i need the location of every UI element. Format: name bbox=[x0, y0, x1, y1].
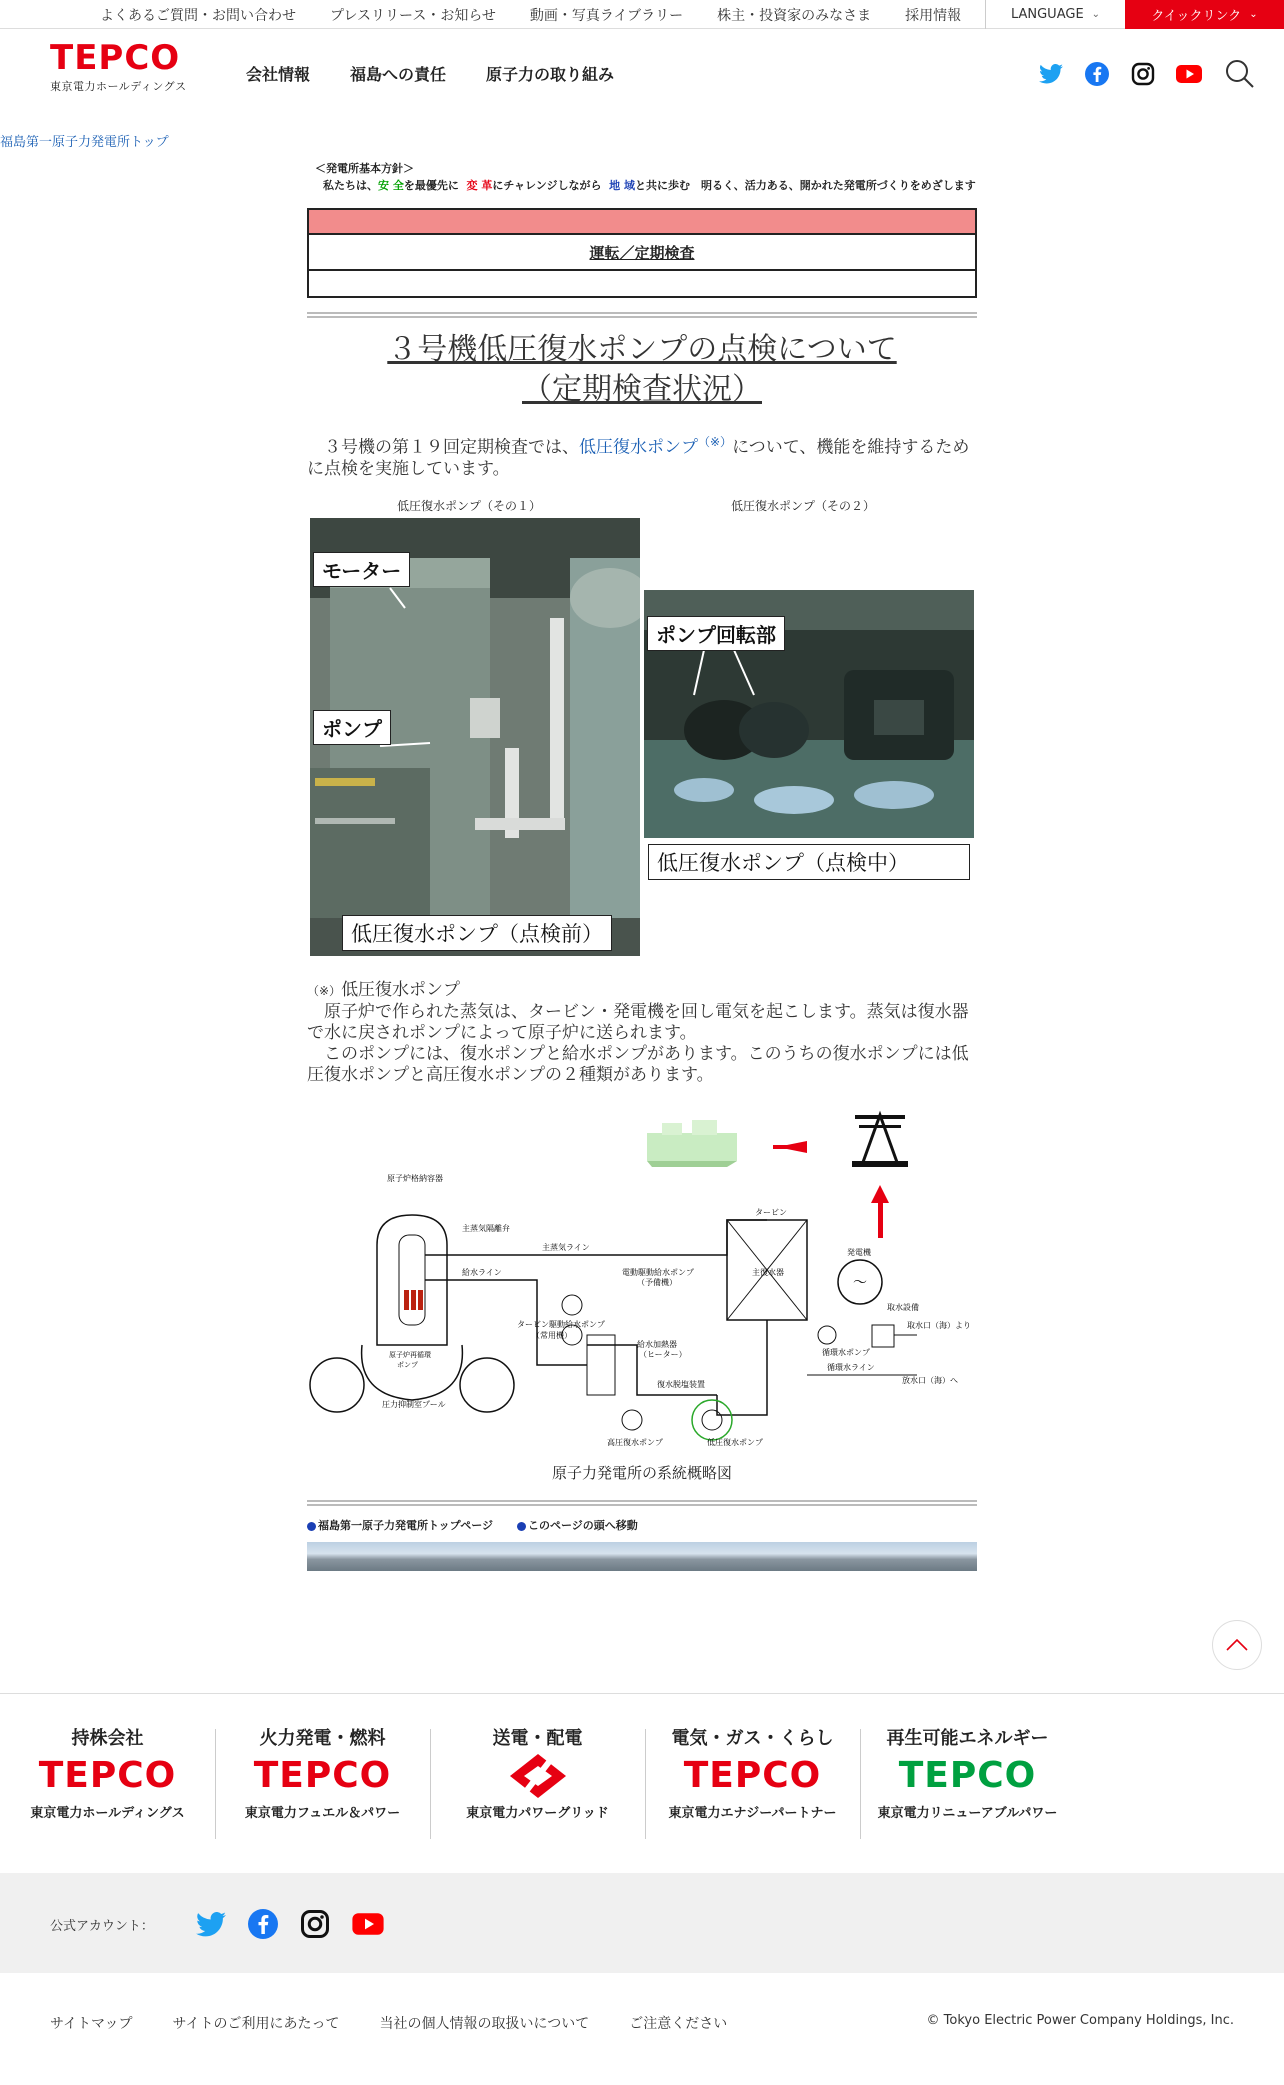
faq-link[interactable]: よくあるご質問・お問い合わせ bbox=[100, 7, 296, 24]
divider bbox=[307, 1500, 977, 1506]
svg-text:放水口（海）へ: 放水口（海）へ bbox=[902, 1376, 958, 1385]
footnote-mark[interactable]: （※） bbox=[698, 435, 733, 449]
utility-bar bbox=[0, 0, 1284, 29]
utility-links bbox=[100, 0, 961, 29]
youtube-icon[interactable] bbox=[1176, 61, 1202, 87]
page-title bbox=[307, 330, 977, 410]
plant-top-link[interactable] bbox=[307, 1517, 493, 1533]
instagram-icon[interactable] bbox=[300, 1909, 330, 1939]
page-top-label: このページの頭へ移動 bbox=[528, 1519, 638, 1532]
logo-subtitle: 東京電力ホールディングス bbox=[50, 80, 187, 93]
company-name: 東京電力リニューアブルパワー bbox=[877, 1806, 1058, 1821]
company-category: 電気・ガス・くらし bbox=[671, 1728, 834, 1749]
chevron-up-icon bbox=[1226, 1639, 1248, 1651]
language-label: LANGUAGE bbox=[1010, 7, 1084, 22]
footnote bbox=[307, 980, 977, 1086]
footnote-p1: 原子炉で作られた蒸気は、タービン・発電機を回し電気を起こします。蒸気は復水器で水に戻されポンプによって原子炉に送られます。 bbox=[307, 1002, 969, 1043]
nav-fukushima[interactable]: 福島への責任 bbox=[350, 65, 447, 84]
divider bbox=[307, 312, 977, 318]
svg-text:復水脱塩装置: 復水脱塩装置 bbox=[657, 1380, 705, 1389]
policy-region: 地 域 bbox=[609, 179, 635, 192]
svg-text:取水設備: 取水設備 bbox=[887, 1303, 919, 1312]
company-category: 持株会社 bbox=[71, 1728, 144, 1749]
intro-post: について、機能を維持するために点検を実施しています。 bbox=[307, 437, 970, 479]
power-tower-icon bbox=[852, 1115, 908, 1167]
language-button[interactable] bbox=[985, 0, 1125, 29]
policy-text bbox=[315, 177, 977, 194]
facebook-icon[interactable] bbox=[1084, 61, 1110, 87]
company-name: 東京電力ホールディングス bbox=[30, 1806, 185, 1821]
footnote-mark-label: （※） bbox=[307, 984, 342, 998]
terms-link[interactable]: サイトのご利用にあたって bbox=[172, 2016, 340, 2032]
company-logo: TEPCO bbox=[683, 1755, 822, 1796]
tepco-logo[interactable] bbox=[50, 40, 190, 94]
privacy-link[interactable]: 当社の個人情報の取扱いについて bbox=[379, 2016, 590, 2032]
company-logo: TEPCO bbox=[898, 1755, 1037, 1796]
logo-mark: TEPCO bbox=[50, 38, 181, 78]
breadcrumb[interactable]: 福島第一原子力発電所トップ bbox=[0, 135, 169, 150]
quicklink-label: クイックリンク bbox=[1151, 9, 1242, 24]
policy-safety: 安 全 bbox=[378, 179, 404, 192]
policy-post: と共に歩む 明るく、活力ある、開かれた発電所づくりをめざします bbox=[635, 179, 976, 192]
svg-text:ポンプ: ポンプ bbox=[397, 1361, 418, 1369]
company-holdings[interactable] bbox=[0, 1724, 215, 1834]
svg-text:循環水ポンプ: 循環水ポンプ bbox=[822, 1348, 870, 1357]
site-footer bbox=[0, 1973, 1284, 2085]
header-sns bbox=[1038, 61, 1202, 87]
plant-top-label: 福島第一原子力発電所トップページ bbox=[318, 1519, 494, 1532]
group-companies bbox=[0, 1693, 1284, 1873]
company-name: 東京電力フュエル＆パワー bbox=[244, 1806, 401, 1821]
policy-heading: ＜発電所基本方針＞ bbox=[315, 162, 414, 175]
photo1-title-label: 低圧復水ポンプ（点検前） bbox=[342, 915, 612, 951]
svg-text:主蒸気ライン: 主蒸気ライン bbox=[542, 1243, 590, 1252]
page-title-line2: （定期検査状況） bbox=[522, 372, 762, 407]
site-header bbox=[0, 29, 1284, 107]
media-library-link[interactable]: 動画・写真ライブラリー bbox=[529, 7, 684, 24]
svg-text:高圧復水ポンプ: 高圧復水ポンプ bbox=[607, 1438, 663, 1447]
svg-text:給水加熱器: 給水加熱器 bbox=[637, 1340, 677, 1349]
company-renewable[interactable] bbox=[860, 1724, 1075, 1834]
policy-mid2: にチャレンジしながら bbox=[492, 179, 602, 192]
caution-link[interactable]: ご注意ください bbox=[629, 2016, 728, 2032]
instagram-icon[interactable] bbox=[1130, 61, 1156, 87]
svg-text:発電機: 発電機 bbox=[847, 1248, 871, 1257]
company-energy-partner[interactable] bbox=[645, 1724, 860, 1834]
company-category: 送電・配電 bbox=[492, 1728, 583, 1749]
official-label: 公式アカウント： bbox=[50, 1919, 154, 1934]
company-category: 火力発電・燃料 bbox=[259, 1728, 386, 1749]
search-icon[interactable] bbox=[1225, 59, 1255, 93]
photo1-caption: 低圧復水ポンプ（その１） bbox=[397, 499, 542, 513]
motor-label: モーター bbox=[313, 552, 410, 587]
svg-text:循環水ライン: 循環水ライン bbox=[827, 1363, 875, 1372]
chevron-down-icon: ⌄ bbox=[1091, 9, 1101, 20]
svg-text:タービン駆動給水ポンプ: タービン駆動給水ポンプ bbox=[517, 1320, 605, 1329]
bullet-icon bbox=[307, 1522, 316, 1531]
svg-text:原子炉再循環: 原子炉再循環 bbox=[389, 1351, 431, 1359]
pump-rotor-label: ポンプ回転部 bbox=[647, 616, 785, 651]
main-content bbox=[307, 150, 977, 1532]
svg-text:（予備機）: （予備機） bbox=[637, 1278, 677, 1287]
policy-pre: 私たちは、 bbox=[323, 179, 378, 192]
company-name: 東京電力パワーグリッド bbox=[466, 1806, 609, 1821]
svg-text:（ヒーター）: （ヒーター） bbox=[639, 1350, 687, 1359]
plant-panorama-image bbox=[307, 1542, 977, 1571]
plant-policy bbox=[315, 160, 977, 194]
policy-reform: 変 革 bbox=[466, 179, 493, 192]
svg-text:電動駆動給水ポンプ: 電動駆動給水ポンプ bbox=[622, 1268, 694, 1277]
svg-text:圧力抑制室プール: 圧力抑制室プール bbox=[382, 1400, 446, 1409]
photo2-caption: 低圧復水ポンプ（その２） bbox=[731, 499, 876, 513]
photo2-title-label: 低圧復水ポンプ（点検中） bbox=[648, 844, 970, 880]
pump-label: ポンプ bbox=[313, 710, 391, 745]
twitter-icon[interactable] bbox=[1038, 61, 1064, 87]
svg-text:主復水器: 主復水器 bbox=[752, 1268, 784, 1277]
footnote-head: 低圧復水ポンプ bbox=[341, 980, 461, 1000]
policy-mid1: を最優先に bbox=[403, 179, 459, 192]
quicklink-button[interactable] bbox=[1125, 0, 1284, 29]
section-label: 運転／定期検査 bbox=[309, 235, 975, 271]
chevron-down-icon: ⌄ bbox=[1249, 9, 1258, 20]
svg-text:低圧復水ポンプ: 低圧復水ポンプ bbox=[707, 1438, 763, 1447]
section-box bbox=[307, 208, 977, 298]
company-logo: TEPCO bbox=[253, 1755, 392, 1796]
svg-text:取水口（海）より: 取水口（海）より bbox=[907, 1321, 971, 1330]
sitemap-link[interactable]: サイトマップ bbox=[50, 2016, 133, 2032]
svg-text:タービン: タービン bbox=[755, 1208, 787, 1217]
footnote-p2: このポンプには、復水ポンプと給水ポンプがあります。このうちの復水ポンプには低圧復水ポンプと高圧復水ポンプの２種類があります。 bbox=[307, 1044, 969, 1085]
company-logo: TEPCO bbox=[38, 1755, 177, 1796]
page-nav bbox=[307, 1515, 977, 1535]
back-to-top-button[interactable] bbox=[1212, 1620, 1262, 1670]
twitter-icon[interactable] bbox=[196, 1909, 226, 1939]
company-name: 東京電力エナジーパートナー bbox=[668, 1806, 837, 1821]
nav-nuclear[interactable]: 原子力の取り組み bbox=[486, 65, 615, 84]
svg-text:主蒸気隔離弁: 主蒸気隔離弁 bbox=[462, 1224, 510, 1233]
press-link[interactable]: プレスリリース・お知らせ bbox=[330, 7, 496, 24]
copyright: © Tokyo Electric Power Company Holdings, Inc. bbox=[926, 2013, 1234, 2028]
investors-link[interactable]: 株主・投資家のみなさま bbox=[717, 7, 872, 24]
svg-text:給水ライン: 給水ライン bbox=[462, 1268, 502, 1277]
diagram-label: 原子炉格納容器 bbox=[387, 1174, 443, 1183]
nav-company[interactable]: 会社情報 bbox=[246, 65, 311, 84]
town-icon bbox=[647, 1120, 737, 1167]
company-fuel-power[interactable] bbox=[215, 1724, 430, 1834]
diagram-caption: 原子力発電所の系統概略図 bbox=[551, 1464, 732, 1482]
section-box-header bbox=[309, 210, 975, 235]
power-grid-logo bbox=[430, 1756, 645, 1796]
page-top-link[interactable] bbox=[517, 1517, 638, 1533]
recruit-link[interactable]: 採用情報 bbox=[905, 7, 962, 24]
svg-text:（常用機）: （常用機） bbox=[532, 1331, 572, 1340]
intro-paragraph bbox=[307, 432, 977, 480]
company-category: 再生可能エネルギー bbox=[886, 1728, 1049, 1749]
lp-condensate-pump-link[interactable]: 低圧復水ポンプ bbox=[579, 437, 698, 458]
official-accounts bbox=[0, 1873, 1284, 1973]
facebook-icon[interactable] bbox=[248, 1909, 278, 1939]
system-diagram bbox=[307, 1095, 977, 1455]
footer-links bbox=[50, 2013, 727, 2033]
global-nav bbox=[246, 62, 614, 85]
intro-pre: ３号機の第１９回定期検査では、 bbox=[307, 437, 579, 458]
footer-sns bbox=[196, 1909, 384, 1939]
svg-text:～: ～ bbox=[853, 1275, 867, 1291]
bullet-icon bbox=[517, 1522, 526, 1531]
page-title-line1: ３号機低圧復水ポンプの点検について bbox=[387, 332, 897, 367]
youtube-icon[interactable] bbox=[352, 1909, 384, 1939]
company-power-grid[interactable] bbox=[430, 1724, 645, 1834]
